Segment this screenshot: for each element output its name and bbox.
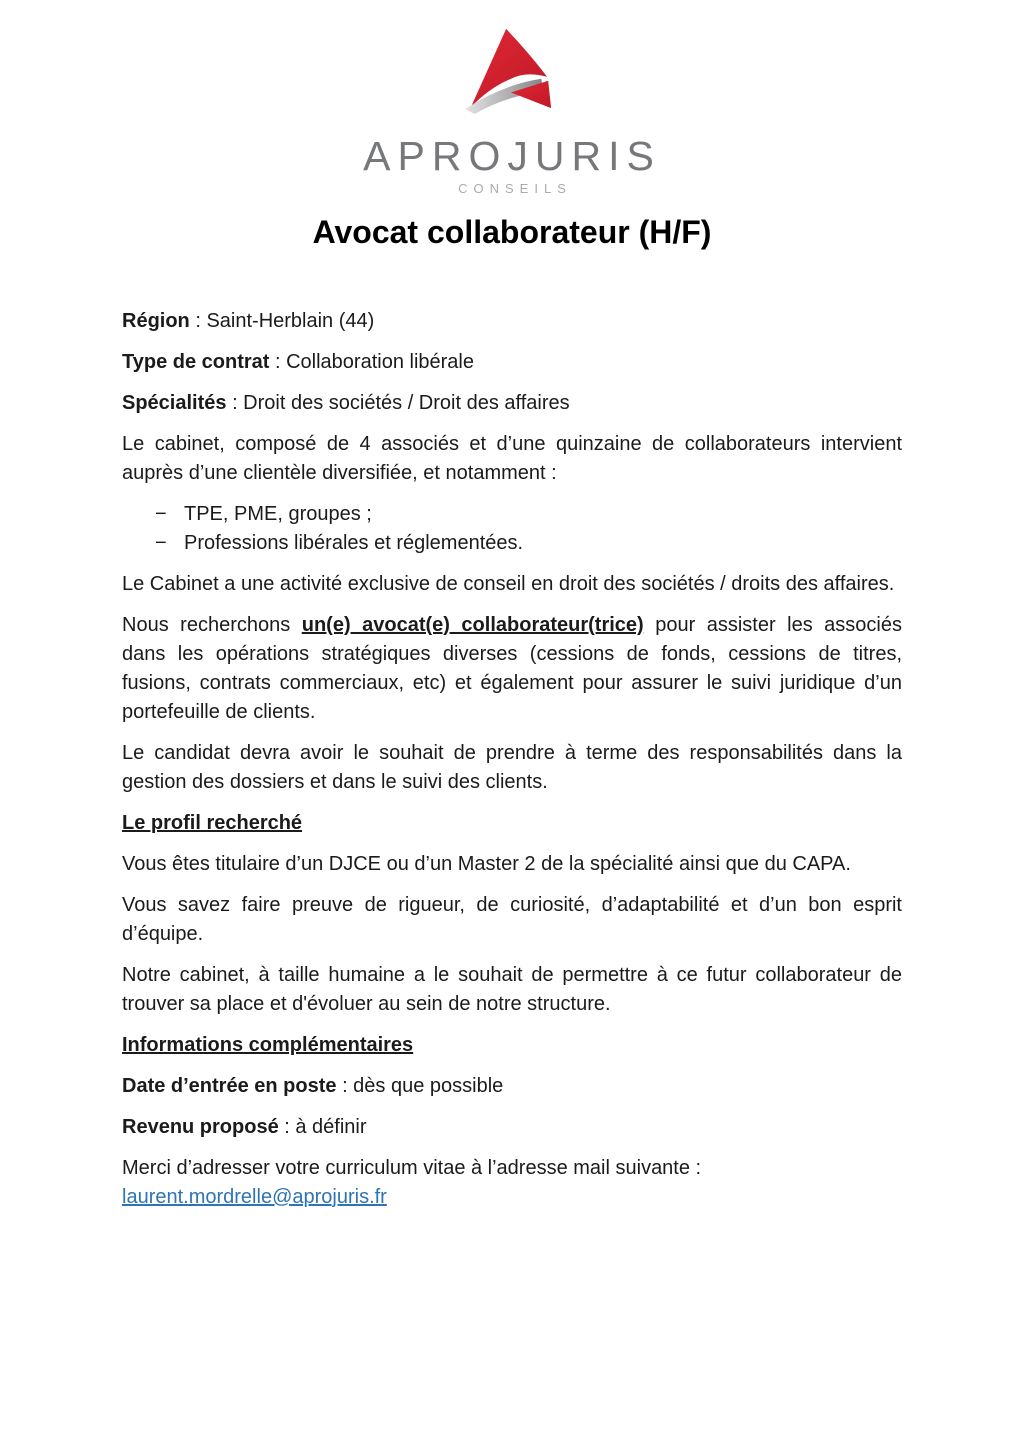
recruitment-pre: Nous recherchons — [122, 614, 302, 636]
intro-paragraph: Le cabinet, composé de 4 associés et d’une quinzaine de collaborateurs intervient auprès d’une clientèle diversifiée, et notamment : — [122, 433, 902, 484]
additional-info-heading-text: Informations complémentaires — [122, 1034, 414, 1056]
salary-value: : à définir — [278, 1116, 367, 1138]
region-value: : Saint-Herblain (44) — [189, 310, 375, 332]
salary-row — [122, 1113, 902, 1142]
contract-type-row — [122, 348, 902, 377]
contract-type-value: : Collaboration libérale — [269, 351, 474, 373]
contact-instruction: Merci d’adresser votre curriculum vitae à l’adresse mail suivante : — [122, 1157, 702, 1179]
recruitment-post: pour assister les associés dans les opérations stratégiques diverses (cessions de fonds, cessions de titres, fusions, contrats commerciaux, etc) et également pour assurer le suivi juridique d’un portefeuille de clients. — [122, 614, 902, 723]
specialties-value: : Droit des sociétés / Droit des affaires — [226, 392, 570, 414]
list-item — [155, 500, 902, 529]
profile-paragraph-2: Vous savez faire preuve de rigueur, de curiosité, d’adaptabilité et d’un bon esprit d’équipe. — [122, 894, 902, 945]
profile-heading-text: Le profil recherché — [122, 812, 303, 834]
list-item-text: Professions libérales et réglementées. — [184, 532, 524, 554]
activity-paragraph: Le Cabinet a une activité exclusive de conseil en droit des sociétés / droits des affaires. — [122, 573, 895, 595]
brand-name: APROJURIS — [363, 133, 661, 179]
recruitment-highlight: un(e) avocat(e) collaborateur(trice) — [301, 614, 644, 636]
email-link[interactable]: laurent.mordrelle@aprojuris.fr — [122, 1186, 387, 1208]
region-label: Région — [122, 310, 190, 332]
profile-section-heading — [122, 809, 902, 838]
list-item-text: TPE, PME, groupes ; — [184, 503, 372, 525]
contract-type-label: Type de contrat — [122, 351, 270, 373]
start-date-row — [122, 1072, 902, 1101]
specialties-label: Spécialités — [122, 392, 227, 414]
list-item — [155, 529, 902, 558]
region-row — [122, 307, 902, 336]
document-body — [0, 307, 1024, 1212]
document-header — [0, 0, 1024, 251]
clients-list — [122, 500, 902, 558]
profile-paragraph-1: Vous êtes titulaire d’un DJCE ou d’un Master 2 de la spécialité ainsi que du CAPA. — [122, 853, 851, 875]
specialties-row — [122, 389, 902, 418]
additional-info-heading — [122, 1031, 902, 1060]
bullet-dash: − — [155, 503, 167, 525]
salary-label: Revenu proposé — [122, 1116, 279, 1138]
profile-paragraph-3: Notre cabinet, à taille humaine a le souhait de permettre à ce futur collaborateur de trouver sa place et d'évoluer au sein de notre structure. — [122, 964, 902, 1015]
recruitment-paragraph — [122, 611, 902, 727]
contact-paragraph — [122, 1154, 902, 1212]
aprojuris-logo-icon — [460, 26, 564, 114]
start-date-label: Date d’entrée en poste — [122, 1075, 337, 1097]
page-title: Avocat collaborateur (H/F) — [312, 214, 712, 250]
candidate-paragraph: Le candidat devra avoir le souhait de prendre à terme des responsabilités dans la gestion des dossiers et dans le suivi des clients. — [122, 742, 902, 793]
brand-tagline: CONSEILS — [458, 181, 572, 196]
start-date-value: : dès que possible — [336, 1075, 504, 1097]
bullet-dash: − — [155, 532, 167, 554]
